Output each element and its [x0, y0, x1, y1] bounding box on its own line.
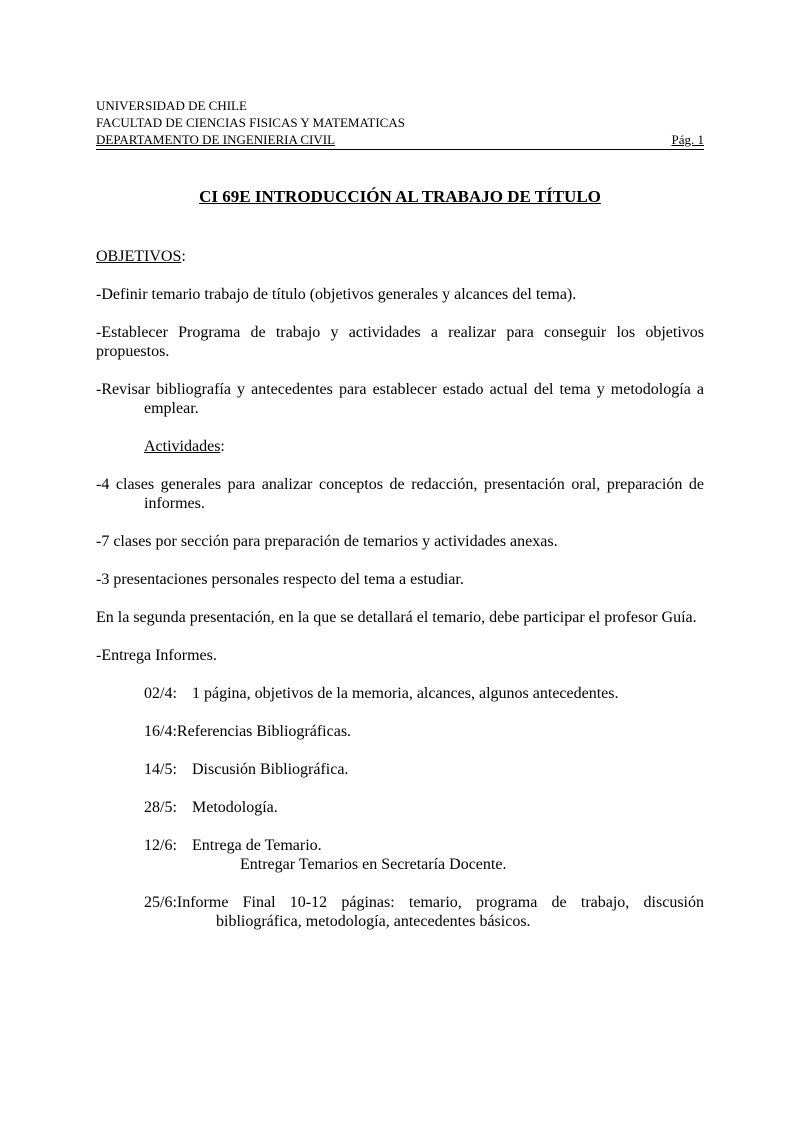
- schedule-item: [144, 760, 704, 779]
- page-number-label: Pág. 1: [671, 132, 704, 147]
- schedule-subtext: Entregar Temarios en Secretaría Docente.: [240, 856, 507, 873]
- schedule-text: Entrega de Temario.: [192, 837, 322, 854]
- schedule-date: 28/5:: [144, 799, 177, 816]
- objectives-heading-colon: :: [181, 248, 186, 265]
- activity-item: -7 clases por sección para preparación de temarios y actividades anexas.: [96, 533, 558, 550]
- schedule-item: [144, 684, 704, 703]
- activity-item: -4 clases generales para analizar conceptos de redacción, presentación oral, preparación de informes.: [96, 476, 704, 512]
- objective-item: -Definir temario trabajo de título (objetivos generales y alcances del tema).: [96, 286, 577, 303]
- objectives-heading-text: OBJETIVOS: [96, 248, 182, 265]
- schedule-date: 02/4:: [144, 685, 177, 702]
- schedule-item: [144, 836, 704, 874]
- objective-item: -Establecer Programa de trabajo y actividades a realizar para conseguir los objetivos propuestos.: [96, 324, 704, 360]
- activities-note: En la segunda presentación, en la que se detallará el temario, debe participar el profesor Guía.: [96, 609, 697, 626]
- activities-heading-colon: :: [220, 438, 225, 455]
- document-title: [96, 186, 704, 207]
- document-title-text: CI 69E INTRODUCCIÓN AL TRABAJO DE TÍTULO: [199, 187, 601, 206]
- header-department: DEPARTAMENTO DE INGENIERIA CIVIL: [96, 132, 336, 147]
- schedule-item: [144, 893, 704, 931]
- activities-heading: [144, 437, 704, 456]
- schedule-text: Referencias Bibliográficas.: [176, 723, 352, 740]
- schedule-date: 14/5:: [144, 761, 177, 778]
- deliverables-heading: -Entrega Informes.: [96, 647, 217, 664]
- header-faculty: FACULTAD DE CIENCIAS FISICAS Y MATEMATICAS: [96, 115, 405, 130]
- header-rule-row: [96, 131, 704, 150]
- schedule-date: 16/4:: [144, 723, 177, 740]
- objective-item: -Revisar bibliografía y antecedentes para establecer estado actual del tema y metodología a emplear.: [96, 381, 704, 417]
- schedule-text: Metodología.: [192, 799, 278, 816]
- schedule-text: Informe Final 10-12 páginas: temario, programa de trabajo, discusión bibliográfica, metodología, antecedentes básicos.: [176, 894, 704, 930]
- schedule-text: Discusión Bibliográfica.: [192, 761, 349, 778]
- schedule-date: 12/6:: [144, 837, 177, 854]
- schedule-item: [144, 798, 704, 817]
- schedule-text: 1 página, objetivos de la memoria, alcances, algunos antecedentes.: [192, 685, 619, 702]
- document-header: [96, 97, 704, 150]
- activities-heading-text: Actividades: [144, 438, 221, 455]
- schedule-line: [144, 893, 704, 931]
- schedule-date: 25/6:: [144, 894, 177, 911]
- objectives-heading: [96, 247, 704, 266]
- header-university: UNIVERSIDAD DE CHILE: [96, 98, 247, 113]
- schedule-text-group: [192, 836, 506, 874]
- activity-item: -3 presentaciones personales respecto del tema a estudiar.: [96, 571, 464, 588]
- schedule-item: [144, 722, 704, 741]
